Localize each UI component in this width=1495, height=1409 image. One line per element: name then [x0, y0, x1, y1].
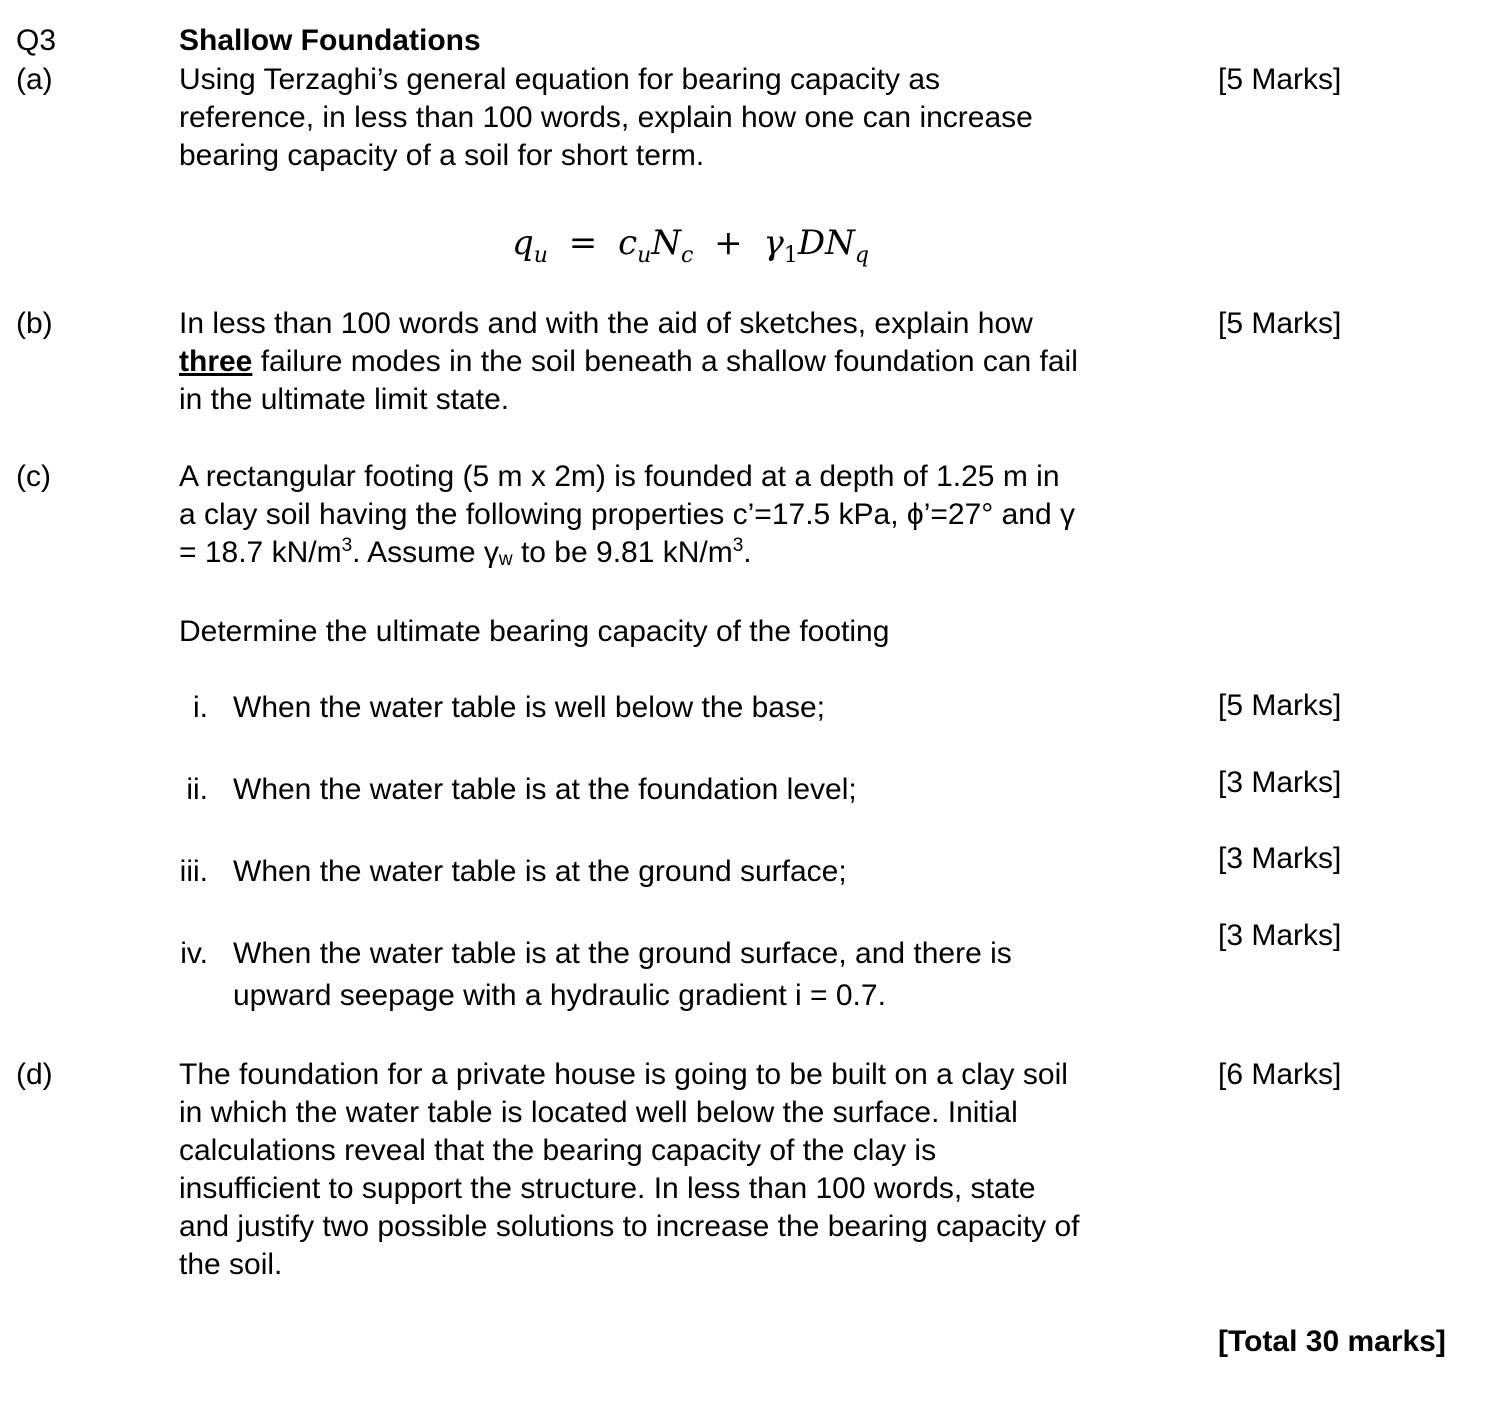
item-number: iv. [180, 937, 208, 970]
part-b-line-rest: failure modes in the soil beneath a shallow foundation can fail [252, 345, 1078, 378]
part-c-instruction: Determine the ultimate bearing capacity of the footing [179, 615, 890, 648]
item-marks: [3 Marks] [1218, 919, 1342, 952]
part-c-text-c: to be 9.81 kN/m [512, 536, 733, 569]
eq-c: c [618, 223, 638, 263]
part-b-label: (b) [16, 307, 53, 340]
part-d-line: insufficient to support the structure. In less than 100 words, state [179, 1172, 1036, 1205]
eq-plus: + [714, 223, 743, 263]
eq-gamma-sub: 1 [783, 243, 798, 268]
part-d-line: and justify two possible solutions to increase the bearing capacity of [179, 1210, 1080, 1243]
part-b-marks: [5 Marks] [1218, 307, 1342, 340]
item-marks: [5 Marks] [1218, 689, 1342, 722]
eq-n2-sub: q [854, 243, 869, 268]
item-number: ii. [186, 773, 208, 806]
item-text: When the water table is at the ground surface; [233, 855, 847, 888]
superscript: 3 [341, 535, 353, 556]
part-c-text-b: . Assume γ [352, 536, 499, 569]
part-c-line [179, 534, 1199, 572]
part-c-label: (c) [16, 460, 51, 493]
bearing-capacity-equation [512, 218, 869, 268]
part-c-text-a: = 18.7 kN/m [179, 536, 342, 569]
item-marks: [3 Marks] [1218, 766, 1342, 799]
part-b-line [179, 343, 1199, 381]
part-a-label: (a) [16, 63, 53, 96]
part-a-line: Using Terzaghi’s general equation for bearing capacity as [179, 63, 941, 96]
item-text: upward seepage with a hydraulic gradient i = 0.7. [233, 979, 886, 1012]
item-number: i. [193, 691, 208, 724]
part-c-line: A rectangular footing (5 m x 2m) is founded at a depth of 1.25 m in [179, 460, 1060, 493]
superscript: 3 [732, 535, 744, 556]
eq-q: q [512, 223, 534, 263]
item-text: When the water table is at the ground surface, and there is [233, 937, 1012, 970]
question-number: Q3 [16, 24, 57, 57]
part-d-line: in which the water table is located well below the surface. Initial [179, 1096, 1018, 1129]
subscript: w [498, 549, 513, 570]
eq-d: D [797, 223, 826, 263]
part-a-marks: [5 Marks] [1218, 63, 1342, 96]
eq-equals: = [568, 223, 598, 263]
question-title: Shallow Foundations [179, 24, 481, 57]
part-a-line: reference, in less than 100 words, explain how one can increase [179, 101, 1033, 134]
total-marks: [Total 30 marks] [1218, 1325, 1446, 1358]
item-number: iii. [179, 855, 208, 888]
part-d-text [179, 1056, 1199, 1284]
eq-q-sub: u [533, 243, 548, 268]
part-a-line: bearing capacity of a soil for short term. [179, 139, 705, 172]
part-d-line: The foundation for a private house is going to be built on a clay soil [179, 1058, 1068, 1091]
part-a-text [179, 61, 1199, 175]
part-c-text [179, 458, 1199, 572]
part-d-marks: [6 Marks] [1218, 1058, 1342, 1091]
item-text: When the water table is well below the base; [233, 691, 825, 724]
part-c-line: a clay soil having the following properties c’=17.5 kPa, ϕ’=27° and γ [179, 498, 1075, 531]
eq-n1: N [651, 223, 682, 263]
part-b-line: In less than 100 words and with the aid of sketches, explain how [179, 307, 1033, 340]
eq-n2: N [825, 223, 855, 263]
eq-gamma: γ [763, 223, 784, 263]
part-b-line: in the ultimate limit state. [179, 383, 510, 416]
part-c-text-d: . [743, 536, 752, 569]
part-b-text [179, 305, 1199, 419]
eq-n1-sub: c [681, 243, 694, 268]
item-text: When the water table is at the foundation level; [233, 773, 857, 806]
part-d-line: the soil. [179, 1248, 283, 1281]
emphasis-three: three [179, 345, 253, 378]
eq-c-sub: u [637, 243, 652, 268]
item-marks: [3 Marks] [1218, 842, 1342, 875]
part-d-label: (d) [16, 1058, 53, 1091]
part-d-line: calculations reveal that the bearing capacity of the clay is [179, 1134, 937, 1167]
